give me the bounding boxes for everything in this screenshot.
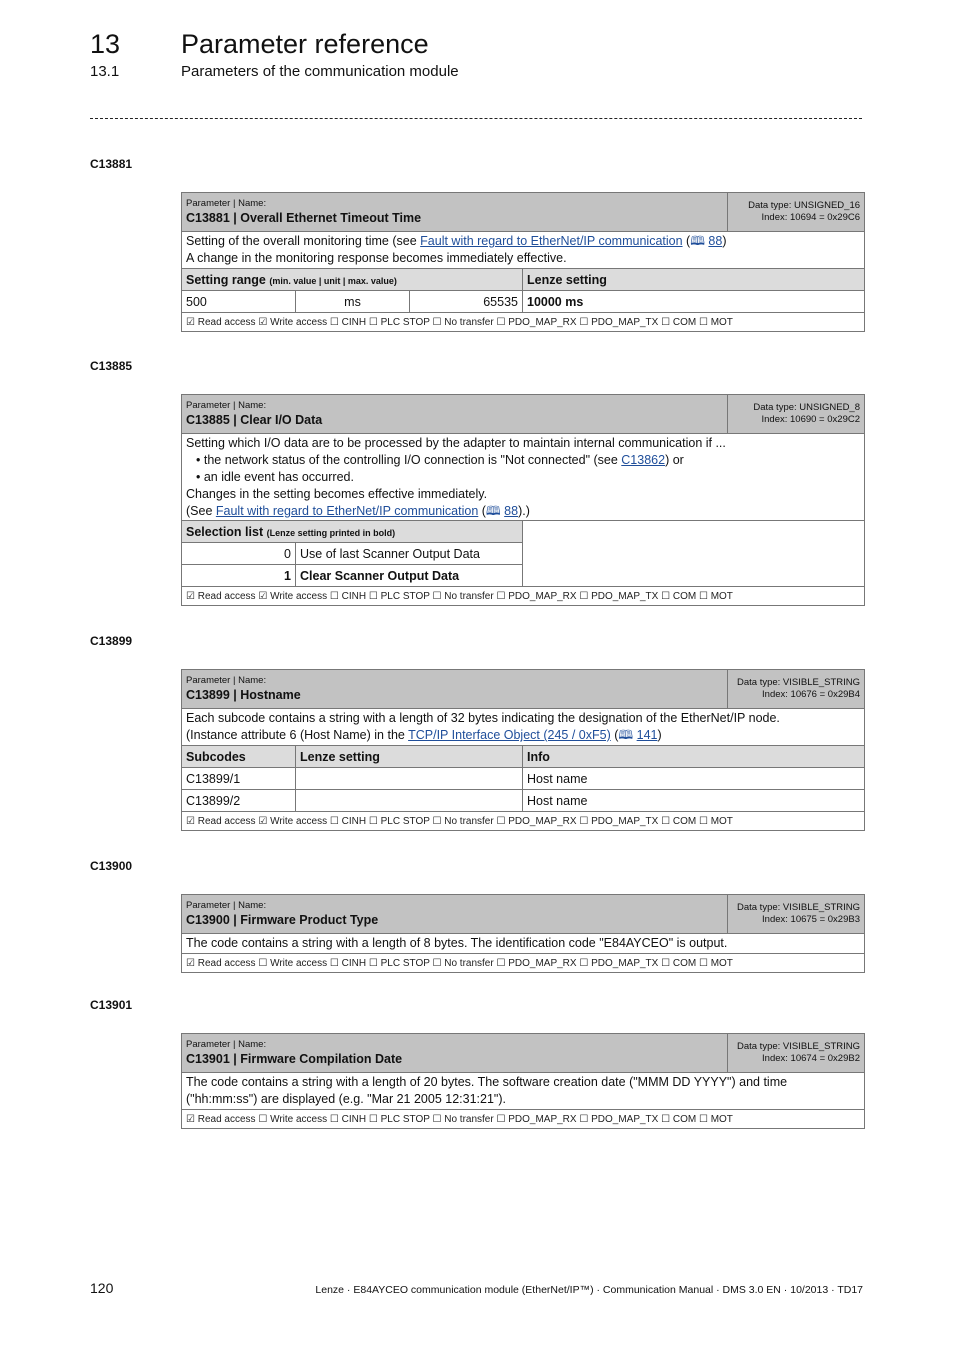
param-index: Index: 10675 = 0x29B3	[762, 914, 860, 925]
param-label: Parameter | Name:	[186, 400, 267, 411]
book-icon: 🕮	[690, 234, 705, 248]
param-table-c13901	[181, 1033, 865, 1129]
param-table-c13900	[181, 894, 865, 973]
param-description: The code contains a string with a length of 8 bytes. The identification code "E84AYCEO" is output.	[182, 934, 865, 954]
link-fault-ethernet-ip[interactable]: Fault with regard to EtherNet/IP communication	[215, 503, 479, 518]
info-cell: Host name	[523, 768, 865, 790]
param-name: C13881 | Overall Ethernet Timeout Time	[186, 211, 422, 225]
book-icon: 🕮	[485, 503, 501, 518]
param-datatype-cell	[728, 395, 865, 434]
param-name: C13899 | Hostname	[186, 688, 301, 702]
param-label: Parameter | Name:	[186, 900, 267, 911]
param-label: Parameter | Name:	[186, 198, 267, 209]
param-index: Index: 10674 = 0x29B2	[762, 1053, 860, 1064]
page-ref-link[interactable]: 88	[504, 503, 519, 518]
table-row	[182, 790, 865, 812]
table-row	[182, 768, 865, 790]
lenze-setting-header: Lenze setting	[523, 269, 865, 291]
data-type: Data type: VISIBLE_STRING	[736, 677, 861, 688]
subcode-cell: C13899/1	[182, 768, 296, 790]
col-info: Info	[523, 746, 865, 768]
param-header	[182, 193, 728, 232]
bullet-text: • an idle event has occurred.	[196, 469, 354, 484]
code-heading-c13885: C13885	[90, 359, 133, 373]
option-text: Clear Scanner Output Data	[296, 565, 523, 587]
desc-text: Setting which I/O data are to be processed by the adapter to maintain internal communication if ...	[186, 435, 726, 450]
param-name: C13885 | Clear I/O Data	[186, 413, 323, 427]
param-name: C13900 | Firmware Product Type	[186, 913, 379, 927]
page-number: 120	[90, 1280, 114, 1296]
code-heading-c13901: C13901	[90, 998, 133, 1012]
info-cell: Host name	[523, 790, 865, 812]
param-index: Index: 10676 = 0x29B4	[762, 689, 861, 700]
access-flags: ☑ Read access ☐ Write access ☐ CINH ☐ PLC STOP ☐ No transfer ☐ PDO_MAP_RX ☐ PDO_MAP_TX ☐ COM ☐ MOT	[182, 954, 865, 973]
chapter-number: 13	[90, 29, 121, 59]
data-type: Data type: VISIBLE_STRING	[736, 1041, 860, 1052]
desc-text: ("hh:mm:ss") are displayed (e.g. "Mar 21 2005 12:31:21").	[186, 1092, 506, 1106]
lenze-cell	[296, 768, 523, 790]
option-value: 0	[182, 543, 296, 565]
data-type: Data type: VISIBLE_STRING	[736, 902, 860, 913]
option-text: Use of last Scanner Output Data	[296, 543, 523, 565]
desc-text: A change in the monitoring response becomes immediately effective.	[186, 251, 567, 265]
param-description: Setting which I/O data are to be processed by the adapter to maintain internal communication if ... • the network status of the controlling I/O connection is "Not connected" (see C13862) or • an idle event has occurred. Changes in the setting becomes effective immediately. (See Fault with regard to EtherNet/IP communication (🕮 88).)	[182, 434, 865, 521]
access-flags: ☑ Read access ☐ Write access ☐ CINH ☐ PLC STOP ☐ No transfer ☐ PDO_MAP_RX ☐ PDO_MAP_TX ☐ COM ☐ MOT	[182, 1110, 865, 1129]
param-name: C13901 | Firmware Compilation Date	[186, 1052, 403, 1066]
setting-range-header: Setting range (min. value | unit | max. value)	[182, 269, 523, 291]
param-header	[182, 1034, 728, 1073]
unit-value: ms	[296, 291, 410, 313]
link-fault-ethernet-ip[interactable]: Fault with regard to EtherNet/IP communication	[420, 234, 683, 248]
desc-text: Each subcode contains a string with a length of 32 bytes indicating the designation of the EtherNet/IP node.	[186, 711, 780, 725]
param-header	[182, 395, 728, 434]
header-divider	[90, 118, 862, 119]
access-flags: ☑ Read access ☑ Write access ☐ CINH ☐ PLC STOP ☐ No transfer ☐ PDO_MAP_RX ☐ PDO_MAP_TX ☐ COM ☐ MOT	[182, 313, 865, 332]
selection-list-header: Selection list (Lenze setting printed in bold)	[182, 521, 523, 543]
param-header	[182, 895, 728, 934]
param-header	[182, 670, 728, 709]
option-value: 1	[182, 565, 296, 587]
book-icon: 🕮	[618, 728, 634, 742]
data-type: Data type: UNSIGNED_16	[748, 200, 861, 211]
param-index: Index: 10694 = 0x29C6	[761, 212, 861, 223]
desc-text: Setting of the overall monitoring time (see	[186, 234, 421, 248]
chapter-title: Parameter reference	[181, 29, 429, 59]
empty-cell	[523, 521, 865, 587]
param-datatype-cell	[728, 193, 865, 232]
desc-text: Changes in the setting becomes effective immediately.	[186, 486, 488, 501]
bullet-text: • the network status of the controlling I/O connection is "Not connected" (see	[196, 452, 622, 467]
link-c13862[interactable]: C13862	[621, 452, 666, 467]
lenze-value: 10000 ms	[523, 291, 865, 313]
section-title: Parameters of the communication module	[181, 63, 459, 80]
param-index: Index: 10690 = 0x29C2	[761, 414, 860, 425]
lenze-cell	[296, 790, 523, 812]
param-datatype-cell	[728, 1034, 865, 1073]
param-label: Parameter | Name:	[186, 1039, 267, 1050]
col-lenze-setting: Lenze setting	[296, 746, 523, 768]
param-datatype-cell	[728, 670, 865, 709]
min-value: 500	[182, 291, 296, 313]
param-label: Parameter | Name:	[186, 675, 267, 686]
param-table-c13881	[181, 192, 865, 332]
subcode-cell: C13899/2	[182, 790, 296, 812]
page-ref-link[interactable]: 88	[708, 234, 723, 248]
code-heading-c13900: C13900	[90, 859, 133, 873]
access-flags: ☑ Read access ☑ Write access ☐ CINH ☐ PLC STOP ☐ No transfer ☐ PDO_MAP_RX ☐ PDO_MAP_TX ☐ COM ☐ MOT	[182, 587, 865, 606]
data-type: Data type: UNSIGNED_8	[753, 402, 860, 413]
col-subcodes: Subcodes	[182, 746, 296, 768]
access-flags: ☑ Read access ☑ Write access ☐ CINH ☐ PLC STOP ☐ No transfer ☐ PDO_MAP_RX ☐ PDO_MAP_TX ☐ COM ☐ MOT	[182, 812, 865, 831]
page-ref-link[interactable]: 141	[636, 728, 658, 742]
max-value: 65535	[410, 291, 523, 313]
param-description: Each subcode contains a string with a length of 32 bytes indicating the designation of the EtherNet/IP node. (Instance attribute 6 (Host Name) in the TCP/IP Interface Object (245 / 0xF5) (🕮 141)	[182, 709, 865, 746]
param-description	[182, 1073, 865, 1110]
code-heading-c13899: C13899	[90, 634, 133, 648]
footer-text: Lenze · E84AYCEO communication module (EtherNet/IP™) · Communication Manual · DMS 3.0 EN · 10/2013 · TD17	[315, 1284, 863, 1296]
link-tcpip-interface-object[interactable]: TCP/IP Interface Object (245 / 0xF5)	[408, 728, 611, 742]
param-description: Setting of the overall monitoring time (see Fault with regard to EtherNet/IP communication (🕮 88) A change in the monitoring response becomes immediately effective.	[182, 232, 865, 269]
param-table-c13899	[181, 669, 865, 831]
code-heading-c13881: C13881	[90, 157, 133, 171]
param-table-c13885	[181, 394, 865, 606]
section-number: 13.1	[90, 63, 120, 80]
param-datatype-cell	[728, 895, 865, 934]
desc-text: The code contains a string with a length of 20 bytes. The software creation date ("MMM DD YYYY") and time	[186, 1075, 788, 1089]
